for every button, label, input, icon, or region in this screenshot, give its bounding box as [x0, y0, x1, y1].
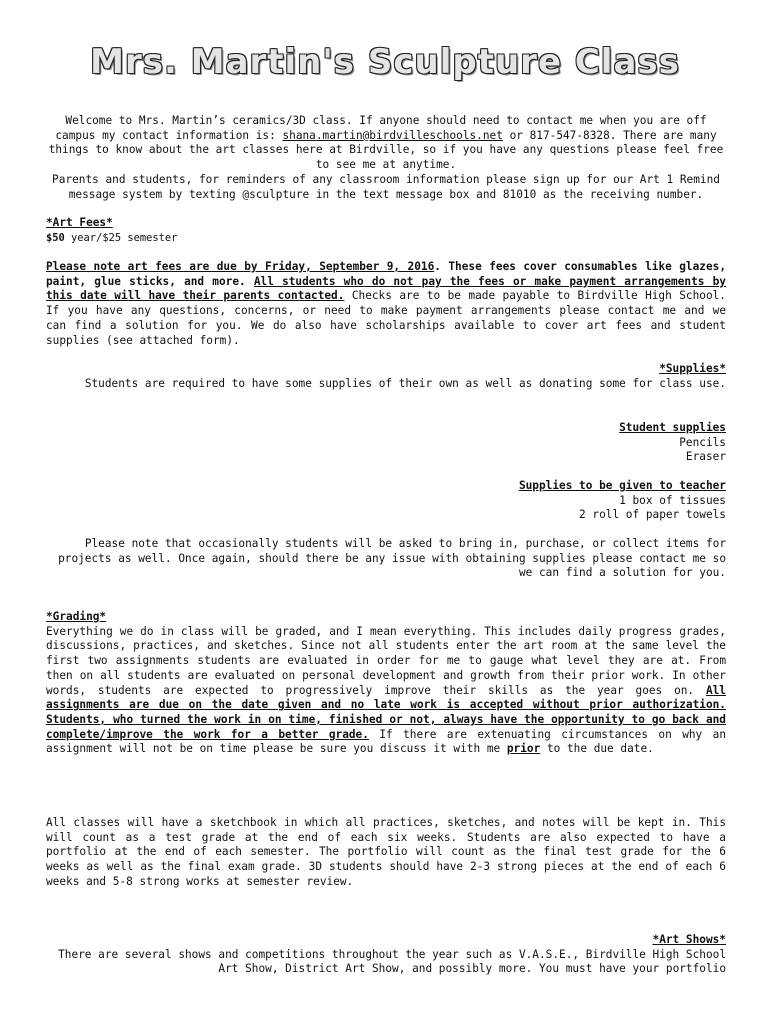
student-supplies: [46, 421, 726, 465]
fees-warning: All students who do not pay the fees or make payment arrangements by this date will have their parents contacted.: [46, 274, 726, 303]
fees-section: [46, 216, 726, 245]
grading-tail: If there are extenuating circumstances on why an assignment will not be on time please be sure you discuss it with me: [46, 727, 726, 756]
intro-paragraph: [46, 114, 726, 173]
sketchbook-paragraph: All classes will have a sketchbook in which all practices, sketches, and notes will be kept in. This will count as a test grade at the end of each six weeks. Students are also expected to have a portfolio at the end of each semester. The portfolio will count as the final test grade for the 6 weeks as well as the final exam grade. 3D students should have 2-3 strong pieces at the end of each 6 weeks and 5-8 strong works at semester review.: [46, 816, 726, 888]
intro-text-continued: or 817-547-8328. There are many things to know about the art classes here at Birdville, so if you have any questions please feel free to see me at anytime.: [48, 128, 724, 172]
grading-prior: prior: [506, 742, 541, 756]
fee-amount: $50: [46, 231, 65, 244]
supplies-section: [46, 362, 726, 391]
student-supply-item: Eraser: [685, 450, 726, 464]
teacher-supplies-heading: Supplies to be given to teacher: [518, 479, 726, 492]
student-supply-item: Pencils: [679, 435, 726, 449]
intro-section: [46, 114, 726, 202]
fees-details: Checks are to be made payable to Birdville High School. If you have any questions, concerns, or need to make payment arrangements please contact me and we can find a solution for you. We do also have scholarships available to cover art fees and student supplies (see attached form).: [46, 289, 726, 347]
fees-due-date: Please note art fees are due by Friday, September 9, 2016: [46, 260, 435, 273]
grading-heading: *Grading*: [46, 610, 107, 623]
intro-text: Welcome to Mrs. Martin’s ceramics/3D class. If anyone should need to contact me when you are off campus my contact information is:: [55, 114, 707, 142]
remind-paragraph: Parents and students, for reminders of any classroom information please sign up for our Art 1 Remind message system by texting @sculpture in the text message box and 81010 as the receiving number.: [52, 172, 720, 201]
art-shows-text: There are several shows and competitions throughout the year such as V.A.S.E., Birdville High School Art Show, District Art Show, and possibly more. You must have your portfolio: [58, 947, 726, 976]
teacher-supplies: [46, 479, 726, 523]
art-shows-section: [46, 933, 726, 977]
student-supplies-heading: Student supplies: [619, 421, 726, 434]
supplies-note: Please note that occasionally students will be asked to bring in, purchase, or collect items for projects as well. Once again, should there be any issue with obtaining supplies please contact me so we can find a solution for you.: [58, 537, 726, 580]
fees-consumables: . These fees cover consumables like glazes, paint, glue sticks, and more.: [46, 260, 726, 288]
grading-section: [46, 610, 726, 757]
teacher-supply-item: 1 box of tissues: [619, 493, 726, 507]
email-link[interactable]: shana.martin@birdvilleschools.net: [282, 128, 503, 142]
grading-paragraph: [46, 625, 726, 757]
supplies-text: Students are required to have some supplies of their own as well as donating some for class use.: [84, 376, 726, 390]
grading-late-policy: All assignments are due on the date given and no late work is accepted without prior authorization. Students, who turned the work in on time, finished or not, always have the opportunity to go back and complete/improve the work for a better grade.: [46, 683, 726, 741]
grading-tail-end: to the due date.: [540, 742, 654, 756]
fees-heading: *Art Fees*: [46, 216, 113, 229]
fees-paragraph: [46, 260, 726, 348]
page-title: Mrs. Martin's Sculpture Class: [90, 42, 680, 82]
fee-period: year/$25 semester: [64, 231, 178, 244]
supplies-heading: *Supplies*: [659, 362, 726, 375]
grading-text: Everything we do in class will be graded, and I mean everything. This includes daily progress grades, discussions, practices, and sketches. Since not all students enter the art room at the same level the first two assignments students are evaluated in order for me to gauge what level they are at. From then on all students are evaluated on personal development and growth from their prior work. In other words, students are expected to progressively improve their skills as the year goes on.: [46, 624, 726, 697]
art-shows-heading: *Art Shows*: [652, 933, 726, 946]
teacher-supply-item: 2 roll of paper towels: [579, 508, 726, 522]
